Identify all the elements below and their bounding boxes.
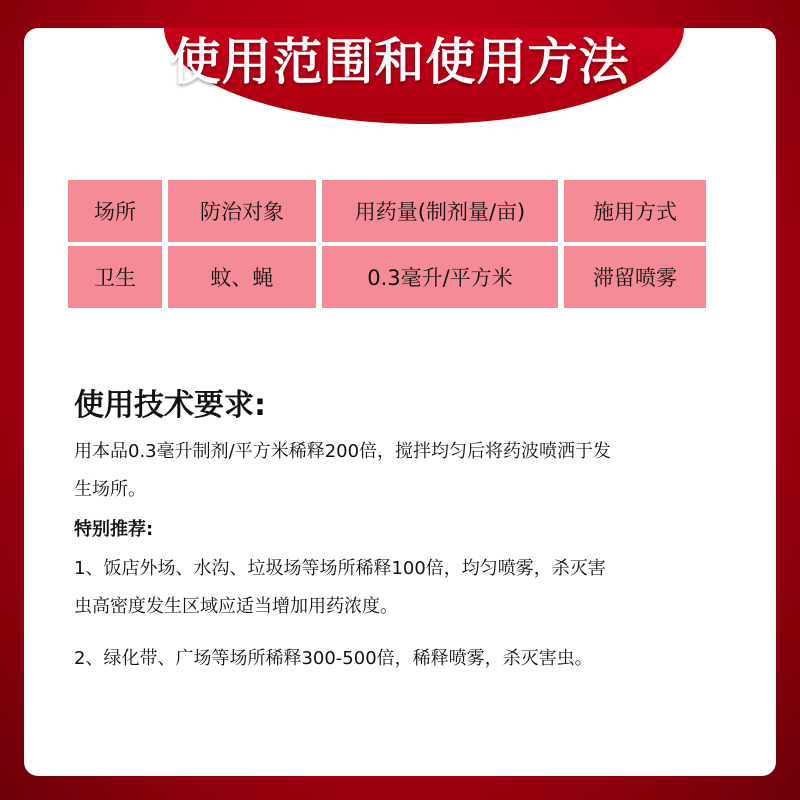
tech-paragraph-line: 生场所。 — [74, 479, 146, 500]
recommendation-item-1-line: 1、饭店外场、水沟、垃圾场等场所稀释100倍，均匀喷雾，杀灭害 — [74, 558, 606, 579]
table-cell: 0.3毫升/平方米 — [322, 246, 558, 308]
table-cell: 卫生 — [68, 246, 162, 308]
tech-paragraph-line: 用本品0.3毫升制剂/平方米稀释200倍，搅拌均匀后将药波喷洒于发 — [74, 441, 612, 462]
special-recommendation-heading: 特别推荐: — [74, 519, 154, 540]
table-header-cell: 场所 — [68, 180, 162, 242]
table-header-cell: 防治对象 — [168, 180, 316, 242]
table-cell: 蚊、蝇 — [168, 246, 316, 308]
table-header-cell: 施用方式 — [564, 180, 706, 242]
page-title: 使用范围和使用方法 — [170, 33, 630, 91]
table-cell: 滞留喷雾 — [564, 246, 706, 308]
usage-table — [68, 180, 706, 308]
recommendation-item-1-line: 虫高密度发生区域应适当增加用药浓度。 — [74, 596, 398, 617]
tech-requirements-heading: 使用技术要求: — [74, 388, 266, 423]
table-header-cell: 用药量(制剂量/亩) — [322, 180, 558, 242]
recommendation-item-2: 2、绿化带、广场等场所稀释300-500倍，稀释喷雾，杀灭害虫。 — [74, 648, 593, 669]
